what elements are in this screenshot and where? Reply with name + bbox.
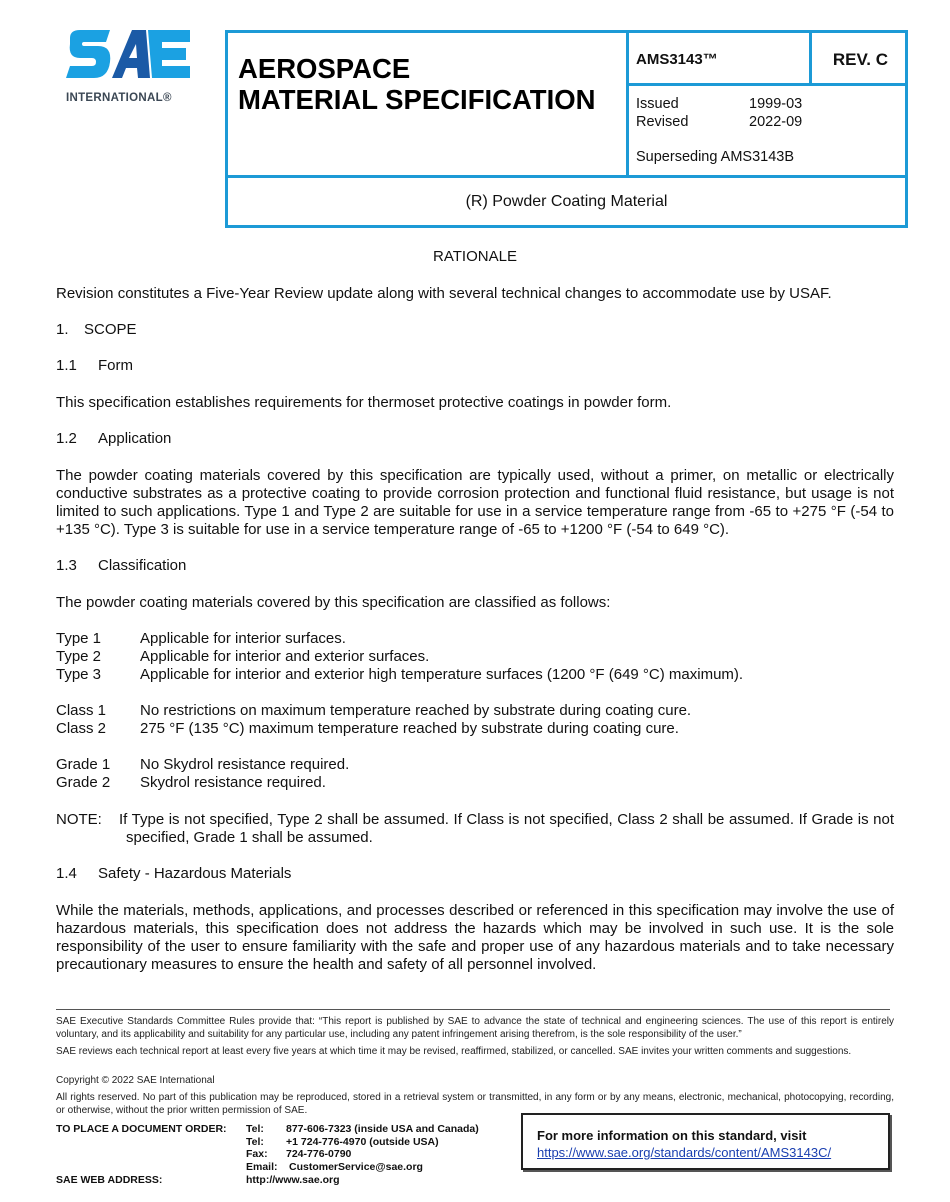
phone-inside-usa: 877-606-7323 (inside USA and Canada): [286, 1123, 479, 1135]
list-item: [56, 630, 743, 648]
section-title: Form: [98, 357, 133, 374]
classification-note: [56, 811, 894, 847]
term: Type 1: [56, 630, 102, 647]
section-number: 1.1: [56, 357, 77, 374]
logo-subtitle: INTERNATIONAL®: [66, 92, 172, 104]
classification-intro: The powder coating materials covered by this specification are classified as follows:: [56, 594, 611, 611]
section-title: Application: [98, 430, 172, 447]
description: Applicable for interior surfaces.: [140, 630, 346, 647]
issued-row: [636, 95, 802, 113]
footer-divider: [56, 1009, 890, 1010]
list-item: [56, 774, 349, 792]
section-heading-safety: [56, 865, 894, 883]
web-address: http://www.sae.org: [246, 1173, 340, 1186]
term: Type 3: [56, 666, 102, 683]
contact-key: Email:: [246, 1161, 278, 1174]
revised-label: Revised: [636, 114, 689, 130]
grade-list: [56, 756, 349, 792]
description: No Skydrol resistance required.: [140, 756, 350, 773]
web-row: [56, 1174, 479, 1187]
section-title: Safety - Hazardous Materials: [98, 865, 292, 882]
header-title-cell: [228, 33, 629, 175]
revised-row: [636, 113, 802, 131]
application-text: The powder coating materials covered by this specification are typically used, without a primer, on metallic or electrically conductive substrates as a protective coating to provide corrosion protection and functional fluid resistance, but usage is not limited to such applications. Type 1 and Type 2 are suitable for use in a service temperature range from -65 to +275 °F (-54 to +135 °C). Type 3 is suitable for use in a service temperature range of -65 to +1200 °F (-54 to 649 °C).: [56, 467, 894, 538]
committee-rules-text: SAE Executive Standards Committee Rules provide that: “This report is published by SAE to advance the state of technical and engineering sciences. The use of this report is entirely voluntary, and its applicability and suitability for any particular use, including any patent infringement arising therefrom, is the sole responsibility of the user.”: [56, 1016, 894, 1040]
doc-number: AMS3143™: [636, 51, 718, 68]
order-row: [56, 1161, 479, 1174]
revised-date: 2022-09: [749, 114, 803, 130]
superseding-text: Superseding AMS3143B: [636, 149, 794, 165]
order-contact-block: [56, 1123, 479, 1187]
term: Class 2: [56, 720, 107, 737]
term: Type 2: [56, 648, 102, 665]
form-text: This specification establishes requirements for thermoset protective coatings in powder form.: [56, 394, 672, 411]
doc-number-cell: [629, 33, 812, 86]
section-number: 1.2: [56, 430, 77, 447]
note-label: NOTE:: [56, 811, 102, 828]
description: Skydrol resistance required.: [140, 774, 326, 791]
header-meta-cell: [629, 33, 905, 175]
term: Class 1: [56, 702, 107, 719]
list-item: [56, 666, 743, 684]
more-info-text: For more information on this standard, visit: [537, 1128, 807, 1143]
fax-number: 724-776-0790: [286, 1148, 352, 1161]
web-label: SAE WEB ADDRESS:: [56, 1173, 163, 1186]
order-label: TO PLACE A DOCUMENT ORDER:: [56, 1123, 227, 1135]
section-title: Classification: [98, 557, 187, 574]
list-item: [56, 702, 691, 720]
description: 275 °F (135 °C) maximum temperature reached by substrate during coating cure.: [140, 720, 679, 737]
term: Grade 1: [56, 756, 111, 773]
order-row: [56, 1136, 479, 1149]
dates-block: [636, 95, 802, 131]
issued-label: Issued: [636, 96, 679, 112]
type-list: [56, 630, 743, 684]
section-number: 1.3: [56, 557, 77, 574]
review-text: SAE reviews each technical report at least every five years at which time it may be revised, reaffirmed, stabilized, or cancelled. SAE invites your written comments and suggestions.: [56, 1046, 852, 1057]
section-heading-form: [56, 357, 894, 375]
section-heading-scope: [56, 321, 894, 339]
copyright-text: Copyright © 2022 SAE International: [56, 1075, 215, 1086]
section-heading-classification: [56, 557, 894, 575]
rationale-heading: RATIONALE: [433, 248, 517, 265]
section-heading-application: [56, 430, 894, 448]
description: No restrictions on maximum temperature reached by substrate during coating cure.: [140, 702, 692, 719]
email-address: CustomerService@sae.org: [289, 1161, 423, 1174]
spec-header: [225, 30, 908, 228]
more-info-box: [521, 1113, 890, 1170]
description: Applicable for interior and exterior surfaces.: [140, 648, 430, 665]
sae-logo: [66, 30, 192, 110]
order-row: [56, 1123, 479, 1136]
phone-outside-usa: +1 724-776-4970 (outside USA): [286, 1135, 439, 1148]
class-list: [56, 702, 691, 738]
note-text: If Type is not specified, Type 2 shall be assumed. If Class is not specified, Class 2 shall be assumed. If Grade is not specified, Grade 1 shall be assumed.: [119, 811, 894, 846]
title-line-2: MATERIAL SPECIFICATION: [238, 84, 596, 115]
safety-text: While the materials, methods, applications, and processes described or referenced in this specification may involve the use of hazardous materials, this specification does not address the hazards which may be involved in such use. It is the sole responsibility of the user to ensure familiarity with the safe and proper use of any hazardous materials and to take necessary precautionary measures to ensure the health and safety of all personnel involved.: [56, 902, 894, 973]
section-number: 1.: [56, 321, 69, 338]
standard-link[interactable]: https://www.sae.org/standards/content/AMS3143C/: [537, 1145, 832, 1160]
document-subject: (R) Powder Coating Material: [465, 193, 668, 210]
title-line-1: AEROSPACE: [238, 53, 411, 84]
rationale-text: Revision constitutes a Five-Year Review update along with several technical changes to accommodate use by USAF.: [56, 285, 832, 302]
description: Applicable for interior and exterior high temperature surfaces (1200 °F (649 °C) maximum).: [140, 666, 744, 683]
issued-date: 1999-03: [749, 96, 803, 112]
term: Grade 2: [56, 774, 111, 791]
list-item: [56, 756, 349, 774]
contact-key: Tel:: [246, 1135, 264, 1148]
section-number: 1.4: [56, 865, 77, 882]
subject-cell: [228, 175, 905, 228]
list-item: [56, 720, 691, 738]
revision-badge: REV. C: [832, 50, 888, 69]
section-title: SCOPE: [84, 321, 137, 338]
sae-logo-mark-icon: [66, 30, 192, 88]
list-item: [56, 648, 743, 666]
page-title: [238, 53, 596, 115]
contact-key: Fax:: [246, 1148, 268, 1161]
rights-text: All rights reserved. No part of this publication may be reproduced, stored in a retrieval system or transmitted, in any form or by any means, electronic, mechanical, photocopying, recording, or otherwise, without the prior written permission of SAE.: [56, 1092, 894, 1116]
revision-cell: [812, 33, 908, 86]
order-row: [56, 1148, 479, 1161]
contact-key: Tel:: [246, 1123, 264, 1135]
